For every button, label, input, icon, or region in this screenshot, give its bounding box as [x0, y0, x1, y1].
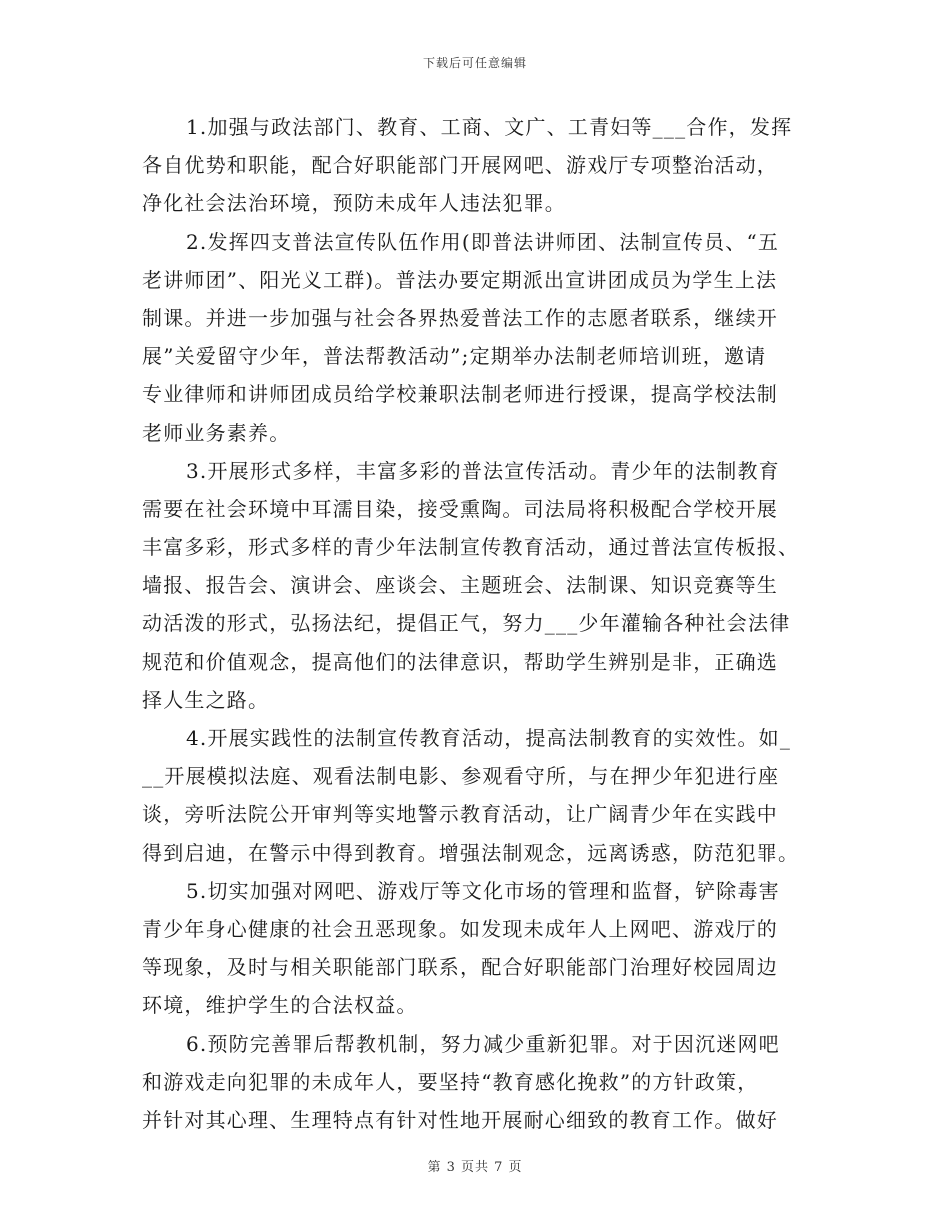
paragraph-line: 丰富多彩，形式多样的青少年法制宣传教育活动，通过普法宣传板报、	[142, 535, 800, 560]
paragraph-first-line: 4.开展实践性的法制宣传教育活动，提高法制教育的实效性。如_	[186, 726, 792, 750]
paragraph-line: 青少年身心健康的社会丑恶现象。如发现未成年人上网吧、游戏厅的	[142, 916, 778, 941]
paragraph-line: 专业律师和讲师团成员给学校兼职法制老师进行授课，提高学校法制	[142, 382, 778, 407]
paragraph-line: 需要在社会环境中耳濡目染，接受熏陶。司法局将积极配合学校开展	[142, 496, 778, 521]
paragraph-line: 动活泼的形式，弘扬法纪，提倡正气，努力___少年灌输各种社会法律	[142, 611, 791, 636]
paragraph-line: __开展模拟法庭、观看法制电影、参观看守所，与在押少年犯进行座	[142, 764, 780, 789]
paragraph-line: 老师业务素养。	[142, 420, 291, 445]
paragraph-line: 环境，维护学生的合法权益。	[142, 993, 418, 1018]
paragraph-line: 得到启迪，在警示中得到教育。增强法制观念，远离诱惑，防范犯罪。	[142, 840, 800, 865]
paragraph-line: 和游戏走向犯罪的未成年人，要坚持“教育感化挽救”的方针政策，	[142, 1069, 759, 1094]
paragraph-line: 老讲师团”、阳光义工群)。普法办要定期派出宣讲团成员为学生上法	[142, 267, 778, 292]
paragraph-line: 净化社会法治环境，预防未成年人违法犯罪。	[142, 191, 566, 216]
paragraph-first-line: 3.开展形式多样，丰富多彩的普法宣传活动。青少年的法制教育	[186, 458, 780, 483]
paragraph-first-line: 2.发挥四支普法宣传队伍作用(即普法讲师团、法制宣传员、“五	[186, 229, 780, 254]
paragraph-line: 墙报、报告会、演讲会、座谈会、主题班会、法制课、知识竞赛等生	[142, 573, 778, 598]
paragraph-line: 择人生之路。	[142, 687, 270, 712]
paragraph-line: 等现象，及时与相关职能部门联系，配合好职能部门治理好校园周边	[142, 955, 778, 980]
paragraph-line: 制课。并进一步加强与社会各界热爱普法工作的志愿者联系，继续开	[142, 305, 778, 330]
paragraph-first-line: 1.加强与政法部门、教育、工商、文广、工青妇等___合作，发挥	[186, 115, 793, 139]
page-header: 下载后可任意编辑	[422, 56, 527, 70]
paragraph-first-line: 5.切实加强对网吧、游戏厅等文化市场的管理和监督，铲除毒害	[186, 878, 780, 903]
document-body	[142, 108, 810, 1139]
paragraph-line: 展”关爱留守少年，普法帮教活动”;定期举办法制老师培训班，邀请	[142, 344, 767, 369]
paragraph-first-line: 6.预防完善罪后帮教机制，努力减少重新犯罪。对于因沉迷网吧	[186, 1031, 780, 1056]
paragraph-line: 规范和价值观念，提高他们的法律意识，帮助学生辨别是非，正确选	[142, 649, 778, 674]
paragraph-line: 各自优势和职能，配合好职能部门开展网吧、游戏厅专项整治活动，	[142, 153, 778, 178]
paragraph-line: 谈，旁听法院公开审判等实地警示教育活动，让广阔青少年在实践中	[142, 802, 778, 827]
page-footer: 第 3 页共 7 页	[427, 1160, 523, 1175]
paragraph-line: 并针对其心理、生理特点有针对性地开展耐心细致的教育工作。做好	[142, 1107, 778, 1132]
